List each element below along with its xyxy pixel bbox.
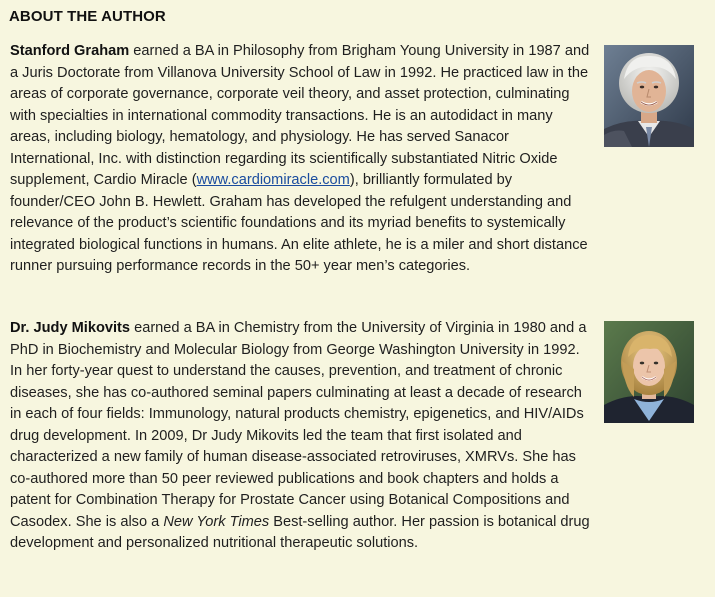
bio-italic-text: New York Times (163, 513, 270, 530)
bio-text: ), brilliantly formulated by founder/CEO John B. Hewlett. Graham has developed the refulgent understanding and relevance of the product’s scientific foundations and its myriad benefits to systemically integrated biological functions in humans. An elite athlete, he is a miler and short distance runner pursuing performance records in the 50+ year men’s categories. (10, 172, 588, 274)
bio-text: Best-selling author. Her passion is botanical drug development and personalized nutritional therapeutic solutions. (10, 513, 590, 551)
author-bio-stanford-graham (10, 41, 595, 278)
stanford-graham-photo (604, 45, 694, 147)
judy-mikovits-photo (604, 321, 694, 423)
author-portrait-icon (604, 45, 694, 147)
author-bio-judy-mikovits (10, 318, 595, 555)
bio-text: earned a BA in Philosophy from Brigham Young University in 1987 and a Juris Doctorate from Villanova University School of Law in 1992. He practiced law in the areas of corporate governance, corporate veil theory, and asset protection, culminating with specialties in international commodity transactions. He is an autodidact in many areas, including biology, hematology, and physiology. He has served Sanacor International, Inc. with distinction regarding its scientifically substantiated Nitric Oxide supplement, Cardio Miracle ( (10, 43, 590, 188)
cardiomiracle-link[interactable]: www.cardiomiracle.com (196, 172, 350, 188)
bio-text: earned a BA in Chemistry from the University of Virginia in 1980 and a PhD in Biochemistry and Molecular Biology from George Washington University in 1992. In her forty-year quest to understand the causes, prevention, and treatment of chronic diseases, she has co-authored seminal papers culminating at least a decade of research in each of four fields: Immunology, natural products chemistry, epigenetics, and HIV/AIDs drug development. In 2009, Dr Judy Mikovits led the team that first isolated and characterized a new family of human disease-associated retroviruses, XMRVs. She has co-authored more than 50 peer reviewed publications and book chapters and holds a patent for Combination Therapy for Prostate Cancer using Botanical Compositions and Casodex. She is also a (10, 320, 587, 530)
section-heading: ABOUT THE AUTHOR (9, 8, 166, 25)
author-name: Dr. Judy Mikovits (10, 320, 131, 336)
author-portrait-icon (604, 321, 694, 423)
author-name: Stanford Graham (10, 43, 130, 59)
